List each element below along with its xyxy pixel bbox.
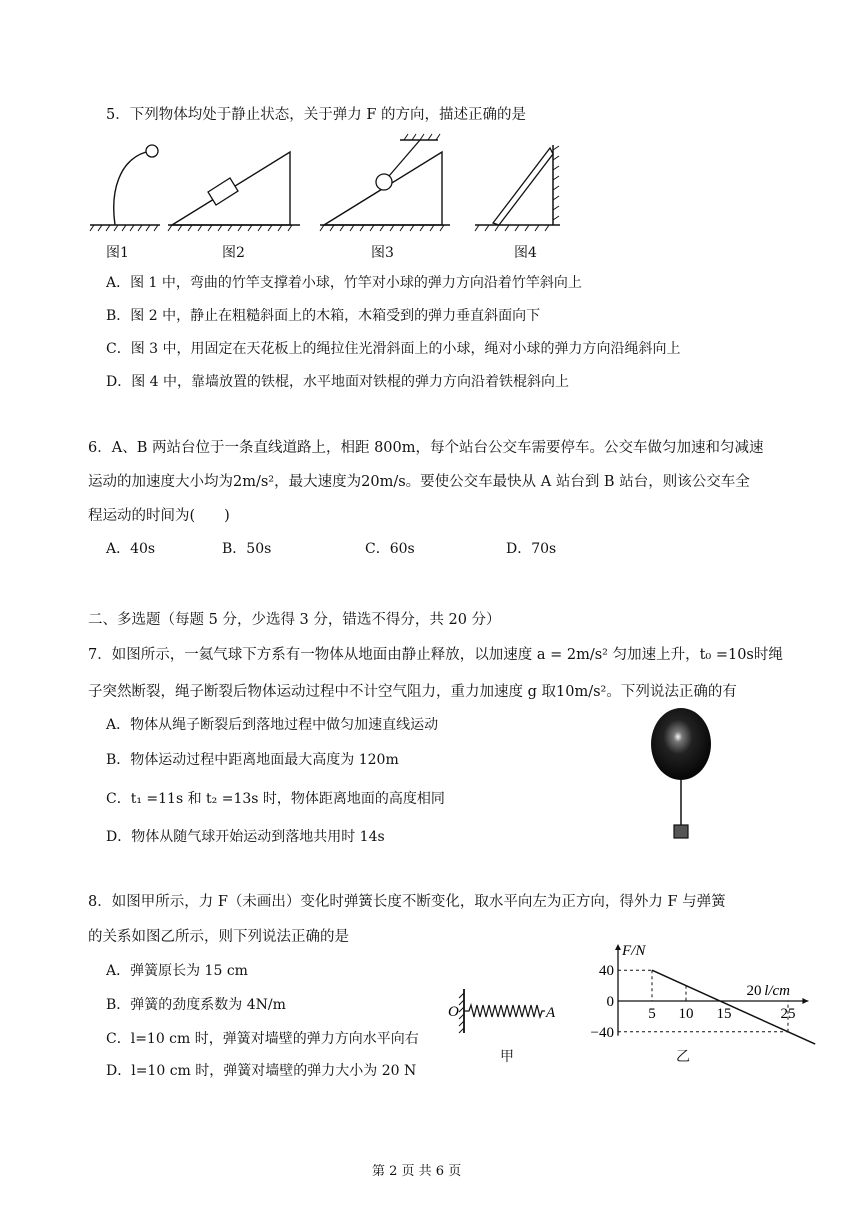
fig-jia-spring [445, 985, 575, 1055]
page-number: 第 2 页 共 6 页 [372, 1164, 462, 1179]
q8-option-b: B．弹簧的劲度系数为 4N/m [106, 997, 286, 1013]
q5-figures [90, 130, 570, 240]
x-tick-label: 5 [648, 1006, 656, 1022]
fig1-caption: 图1 [106, 245, 129, 261]
x-tick-label: 20 [746, 983, 762, 999]
x-axis-label: l/cm [764, 983, 791, 999]
q5-stem: 5．下列物体均处于静止状态，关于弹力 F 的方向，描述正确的是 [106, 107, 527, 123]
q7-line1: 7．如图所示，一氦气球下方系有一物体从地面由静止释放，以加速度 a = 2m/s² 匀加速上升，t₀ =10s时绳 [88, 647, 783, 663]
section2-heading: 二、多选题（每题 5 分，少选得 3 分，错选不得分，共 20 分） [88, 612, 501, 628]
q6-line2: 运动的加速度大小均为2m/s²，最大速度为20m/s。要使公交车最快从 A 站台到 B 站台，则该公交车全 [88, 474, 750, 490]
q6-line3: 程运动的时间为( ) [88, 508, 230, 524]
y-axis-label: F/N [622, 943, 646, 959]
y-axis-arrow [615, 944, 621, 950]
y-tick-label: −40 [590, 1024, 614, 1041]
fig2-caption: 图2 [222, 245, 245, 261]
x-tick-label: 15 [716, 1006, 732, 1022]
q6-line1: 6．A、B 两站台位于一条直线道路上，相距 800m，每个站台公交车需要停车。公交车做匀加速和匀减速 [88, 440, 764, 456]
q7-line2: 子突然断裂，绳子断裂后物体运动过程中不计空气阻力，重力加速度 g 取10m/s²。下列说法正确的有 [88, 684, 737, 700]
balloon [651, 708, 711, 780]
label-a: A [546, 1005, 556, 1021]
q7-option-b: B．物体运动过程中距离地面最大高度为 120m [106, 752, 399, 768]
q5-option-c: C．图 3 中，用固定在天花板上的绳拉住光滑斜面上的小球，绳对小球的弹力方向沿绳斜向上 [106, 341, 681, 357]
q7-option-d: D．物体从随气球开始运动到落地共用时 14s [106, 829, 385, 845]
hanging-object [674, 825, 688, 838]
spring [464, 1005, 545, 1017]
q8-option-a: A．弹簧原长为 15 cm [106, 963, 248, 979]
q5-option-b: B．图 2 中，静止在粗糙斜面上的木箱，木箱受到的弹力垂直斜面向下 [106, 308, 541, 324]
y-tick-label: 40 [599, 963, 614, 980]
q8-line2: 的关系如图乙所示，则下列说法正确的是 [88, 929, 349, 945]
q5-option-a: A．图 1 中，弯曲的竹竿支撑着小球，竹竿对小球的弹力方向沿着竹竿斜向上 [106, 275, 582, 291]
y-tick-label: 0 [606, 994, 614, 1010]
q5-option-d: D．图 4 中，靠墙放置的铁棍，水平地面对铁棍的弹力方向沿着铁棍斜向上 [106, 374, 570, 390]
fig1-bent-pole [90, 145, 160, 231]
x-tick-label: 25 [780, 1006, 796, 1022]
x-tick-label: 10 [678, 1006, 694, 1022]
fig-jia-caption: 甲 [500, 1049, 514, 1065]
q6-option-c: C．60s [365, 541, 415, 557]
q7-option-a: A．物体从绳子断裂后到落地过程中做匀加速直线运动 [106, 717, 439, 733]
q6-option-d: D．70s [506, 541, 557, 557]
q8-line1: 8．如图甲所示，力 F（未画出）变化时弹簧长度不断变化，取水平向左为正方向，得外力 F 与弹簧 [88, 894, 726, 910]
fig3-ball-rope-incline [320, 134, 450, 231]
q8-option-c: C．l=10 cm 时，弹簧对墙壁的弹力方向水平向右 [106, 1031, 419, 1047]
q6-option-b: B．50s [222, 541, 272, 557]
fig-yi-caption: 乙 [676, 1049, 690, 1065]
q6-option-a: A．40s [106, 541, 156, 557]
x-axis-arrow [802, 998, 808, 1004]
fig2-box-incline [168, 152, 300, 231]
fig4-caption: 图4 [514, 245, 537, 261]
label-o: O [448, 1004, 459, 1020]
fig4-rod-wall [475, 145, 560, 231]
fig3-caption: 图3 [371, 245, 394, 261]
q7-option-c: C．t₁ =11s 和 t₂ =13s 时，物体距离地面的高度相同 [106, 791, 445, 807]
fig-yi-chart [580, 938, 796, 1058]
q8-option-d: D．l=10 cm 时，弹簧对墙壁的弹力大小为 20 N [106, 1063, 417, 1079]
balloon-figure [645, 705, 725, 845]
